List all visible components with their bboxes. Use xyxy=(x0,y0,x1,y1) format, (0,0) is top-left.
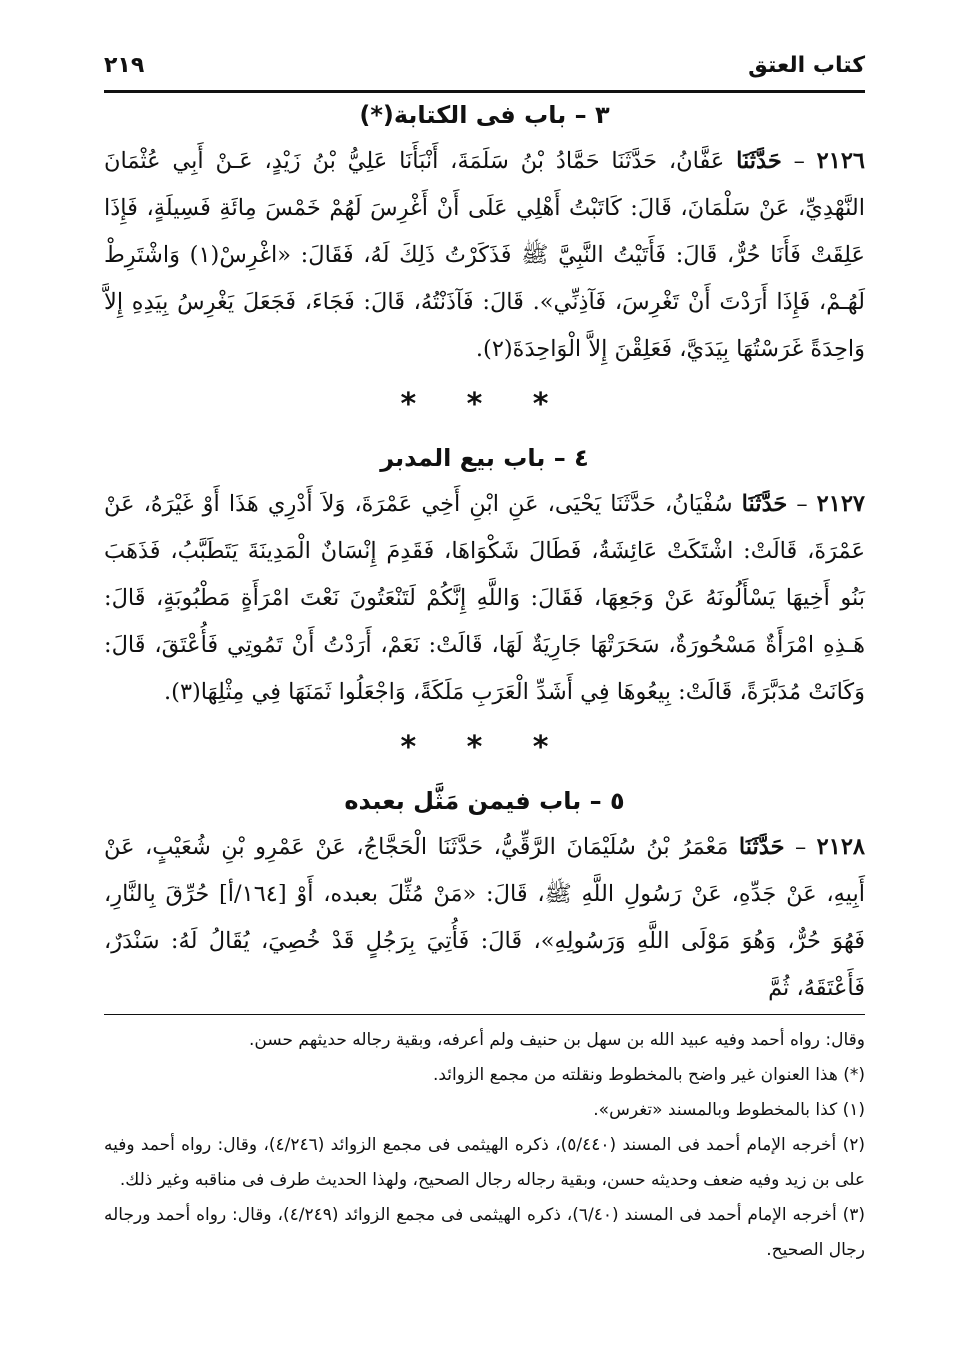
footnote: (*) هذا العنوان غير واضح بالمخطوط ونقلته من مجمع الزوائد. xyxy=(432,1065,865,1085)
hadith-paragraph: ٢١٢٦ – حَدَّثَنَا عَفَّانُ، حَدَّثَنَا حَمَّادُ بْنُ سَلَمَةَ، أَنْبَأَنَا عَلِيُّ بْنُ زَيْدٍ، عَـنْ أَبِي عُثْمَانَ النَّهْدِيِّ، عَنْ سَلْمَانَ، قَالَ: كَاتَبْتُ أَهْلِي عَلَى أَنْ أَغْرِسَ لَهُمْ خَمْسَ مِائَةِ فَسِيلَةٍ، فَإِذَا عَلِقَتْ فَأَنَا حُرٌّ، قَالَ: فَأَتَيْتُ النَّبِيَّ ﷺ فَذَكَرْتُ ذَلِكَ لَهُ، فَقَالَ: «اغْرِسْ(١) وَاشْتَرِطْ لَهُـمْ، فَإِذَا أَرَدْتَ أَنْ تَغْرِسَ، فَآذِنِّي». قَالَ: فَآذَنْتُهُ، قَالَ: فَجَاءَ، فَجَعَلَ يَغْرِسُ بِيَدِهِ إِلاَّ وَاحِدَةً غَرَسْتُهَا بِيَدَيَّ، فَعَلِقْنَ إِلاَّ الْوَاحِدَةَ(٢). xyxy=(104,148,865,362)
section-separator: * * * xyxy=(400,730,569,765)
footnote: (١) كذا بالمخطوط وبالمسند «تغرس». xyxy=(593,1100,865,1120)
hadith-lead: حَدَّثَنَا xyxy=(736,148,782,174)
footnote: وقال: رواه أحمد وفيه عبيد الله بن سهل بن حنيف ولم أعرفه، وبقية رجاله حديثهم حسن. xyxy=(248,1030,865,1050)
hadith-paragraph: ٢١٢٧ – حَدَّثَنَا سُفْيَانُ، حَدَّثَنَا يَحْيَى، عَنِ ابْنِ أَخِي عَمْرَةَ، وَلاَ أَدْرِي هَذَا أَوْ غَيْرَهُ، عَنْ عَمْرَةَ، قَالَتْ: اشْتَكَتْ عَائِشَةُ، فَطَالَ شَكْوَاهَا، فَقَدِمَ إِنْسَانٌ الْمَدِينَةَ يَتَطَبَّبُ، فَذَهَبَ بَنُو أَخِيهَا يَسْأَلُونَهُ عَنْ وَجَعِهَا، فَقَالَ: وَاللَّهِ إِنَّكُمْ لَتَنْعَتُونَ نَعْتَ امْرَأَةٍ مَطْبُوبَةٍ، قَالَ: هَـذِهِ امْرَأَةٌ مَسْحُورَةٌ، سَحَرَتْهَا جَارِيَةٌ لَهَا، قَالَتْ: نَعَمْ، أَرَدْتُ أَنْ تَمُوتِي فَأُعْتَقَ، قَالَ: وَكَانَتْ مُدَبَّرَةً، قَالَتْ: بِيعُوهَا فِي أَشَدِّ الْعَرَبِ مَلَكَةً، وَاجْعَلُوا ثَمَنَهَا فِي مِثْلِهَا(٣). xyxy=(104,491,865,705)
hadith-number: ٢١٢٨ xyxy=(816,834,865,860)
running-header xyxy=(104,40,865,93)
chapter-title: ٣ – باب فى الكتابة(*) xyxy=(359,101,610,129)
hadith-lead: حَدَّثَنَا xyxy=(738,834,785,860)
chapter-title: ٥ – باب فيمن مَثَّل بعبده xyxy=(344,787,625,815)
hadith-text: سُفْيَانُ، حَدَّثَنَا يَحْيَى، عَنِ ابْنِ أَخِي عَمْرَةَ، وَلاَ أَدْرِي هَذَا أَوْ غَيْرَهُ، عَنْ عَمْرَةَ، قَالَتْ: اشْتَكَتْ عَائِشَةُ، فَطَالَ شَكْوَاهَا، فَقَدِمَ إِنْسَانٌ الْمَدِينَةَ يَتَطَبَّبُ، فَذَهَبَ بَنُو أَخِيهَا يَسْأَلُونَهُ عَنْ وَجَعِهَا، فَقَالَ: وَاللَّهِ إِنَّكُمْ لَتَنْعَتُونَ نَعْتَ امْرَأَةٍ مَطْبُوبَةٍ، قَالَ: هَـذِهِ امْرَأَةٌ مَسْحُورَةٌ، سَحَرَتْهَا جَارِيَةٌ لَهَا، قَالَتْ: نَعَمْ، أَرَدْتُ أَنْ تَمُوتِي فَأُعْتَقَ، قَالَ: وَكَانَتْ مُدَبَّرَةً، قَالَتْ: بِيعُوهَا فِي أَشَدِّ الْعَرَبِ مَلَكَةً، وَاجْعَلُوا ثَمَنَهَا فِي مِثْلِهَا(٣). xyxy=(104,491,865,705)
hadith-text: مَعْمَرُ بْنُ سُلَيْمَانَ الرَّقِّيُّ، حَدَّثَنَا الْحَجَّاجُ، عَنْ عَمْرِو بْنِ شُعَيْبٍ، عَنْ أَبِيهِ، عَنْ جَدِّهِ، عَنْ رَسُولِ اللَّهِ ﷺ، قَالَ: «مَنْ مُثِّلَ بعبده، أَوْ [١٦٤/أ] حُرِّقَ بِالنَّارِ، فَهُوَ حُرٌّ، وَهُوَ مَوْلَى اللَّهِ وَرَسُولِهِ»، قَالَ: فَأُتِيَ بِرَجُلٍ قَدْ خُصِيَ، يُقَالُ لَهُ: سَنْدَرٌ، فَأَعْتَقَهُ، ثُمَّ xyxy=(104,834,865,1001)
footnote: (٢) أخرجه الإمام أحمد فى المسند (٥/٤٤٠)، ذكره الهيثمى فى مجمع الزوائد (٤/٢٤٦)، وقال: رواه أحمد وفيه على بن زيد وفيه ضعف وحديثه حسن، وبقية رجاله رجال الصحيح، ولهذا الحديث طرف فى مناقبه وغير ذلك. xyxy=(104,1135,865,1190)
chapter-title: ٤ – باب بيع المدبر xyxy=(380,444,589,472)
book-title: كتاب العتق xyxy=(748,52,865,78)
hadith-number: ٢١٢٦ xyxy=(816,148,865,174)
hadith-number: ٢١٢٧ xyxy=(816,491,865,517)
hadith-text: عَفَّانُ، حَدَّثَنَا حَمَّادُ بْنُ سَلَمَةَ، أَنْبَأَنَا عَلِيُّ بْنُ زَيْدٍ، عَـنْ أَبِي عُثْمَانَ النَّهْدِيِّ، عَنْ سَلْمَانَ، قَالَ: كَاتَبْتُ أَهْلِي عَلَى أَنْ أَغْرِسَ لَهُمْ خَمْسَ مِائَةِ فَسِيلَةٍ، فَإِذَا عَلِقَتْ فَأَنَا حُرٌّ، قَالَ: فَأَتَيْتُ النَّبِيَّ ﷺ فَذَكَرْتُ ذَلِكَ لَهُ، فَقَالَ: «اغْرِسْ(١) وَاشْتَرِطْ لَهُـمْ، فَإِذَا أَرَدْتَ أَنْ تَغْرِسَ، فَآذِنِّي». قَالَ: فَآذَنْتُهُ، قَالَ: فَجَاءَ، فَجَعَلَ يَغْرِسُ بِيَدِهِ إِلاَّ وَاحِدَةً غَرَسْتُهَا بِيَدَيَّ، فَعَلِقْنَ إِلاَّ الْوَاحِدَةَ(٢). xyxy=(104,148,865,362)
hadith-lead: حَدَّثَنَا xyxy=(741,491,788,517)
hadith-paragraph: ٢١٢٨ – حَدَّثَنَا مَعْمَرُ بْنُ سُلَيْمَانَ الرَّقِّيُّ، حَدَّثَنَا الْحَجَّاجُ، عَنْ عَمْرِو بْنِ شُعَيْبٍ، عَنْ أَبِيهِ، عَنْ جَدِّهِ، عَنْ رَسُولِ اللَّهِ ﷺ، قَالَ: «مَنْ مُثِّلَ بعبده، أَوْ [١٦٤/أ] حُرِّقَ بِالنَّارِ، فَهُوَ حُرٌّ، وَهُوَ مَوْلَى اللَّهِ وَرَسُولِهِ»، قَالَ: فَأُتِيَ بِرَجُلٍ قَدْ خُصِيَ، يُقَالُ لَهُ: سَنْدَرٌ، فَأَعْتَقَهُ، ثُمَّ xyxy=(104,834,865,1001)
main-text xyxy=(104,92,865,1012)
footnote: (٣) أخرجه الإمام أحمد فى المسند (٦/٤٠)، ذكره الهيثمى فى مجمع الزوائد (٤/٢٤٩)، وقال: رواه أحمد ورجاله رجال الصحيح. xyxy=(104,1205,865,1260)
section-separator: * * * xyxy=(400,387,569,422)
footnotes xyxy=(104,1014,865,1268)
page-number: ٢١٩ xyxy=(104,52,145,78)
